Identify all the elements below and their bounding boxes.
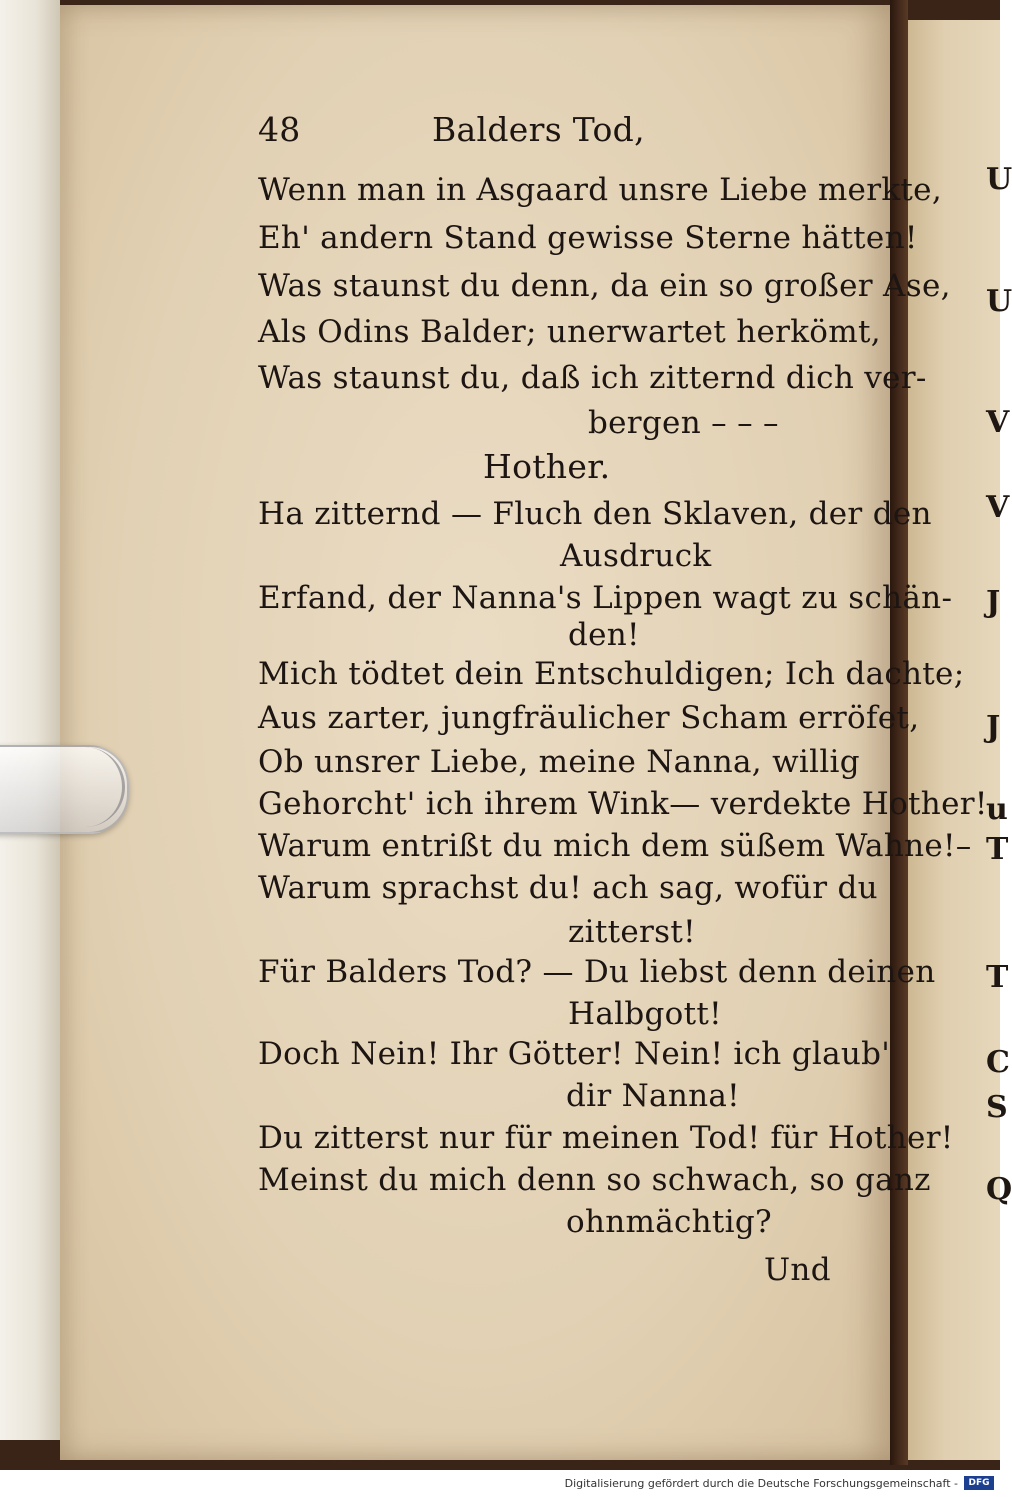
text-line: Meinst du mich denn so schwach, so ganz (258, 1162, 931, 1198)
transparent-page-clip (0, 745, 129, 834)
next-page-fragment: C (986, 1045, 1010, 1080)
text-line: Erfand, der Nanna's Lippen wagt zu schän- (258, 580, 953, 616)
catchword: Und (764, 1252, 831, 1288)
next-page-edge (908, 20, 1012, 1460)
text-line: Doch Nein! Ihr Götter! Nein! ich glaub' (258, 1036, 891, 1072)
text-line: zitterst! (568, 914, 696, 950)
text-line: dir Nanna! (566, 1078, 740, 1114)
funding-credit: Digitalisierung gefördert durch die Deutsche Forschungsgemeinschaft - (564, 1477, 958, 1490)
text-line: Wenn man in Asgaard unsre Liebe merkte, (258, 172, 942, 208)
text-line: Ha zitternd — Fluch den Sklaven, der den (258, 496, 932, 532)
next-page-fragment: J (986, 585, 1001, 620)
next-page-fragment: J (986, 710, 1001, 745)
dfg-logo: DFG (964, 1476, 994, 1490)
next-page-fragment: V (986, 490, 1010, 525)
page-number: 48 (258, 110, 301, 149)
text-line: Halbgott! (568, 996, 722, 1032)
next-page-fragment: Q (986, 1172, 1012, 1207)
next-page-fragment: T (986, 832, 1009, 867)
running-head: Balders Tod, (432, 110, 645, 149)
previous-page-edge (0, 0, 60, 1440)
clip-tab (77, 747, 125, 827)
text-line: Aus zarter, jungfräulicher Scham erröfet, (258, 700, 920, 736)
text-line: Als Odins Balder; unerwartet herkömt, (258, 314, 881, 350)
text-line: ohnmächtig? (566, 1204, 772, 1240)
next-page-fragment: V (986, 405, 1010, 440)
next-page-fragment: S (986, 1090, 1008, 1125)
text-line: Eh' andern Stand gewisse Sterne hätten! (258, 220, 918, 256)
text-line: Für Balders Tod? — Du liebst denn deinen (258, 954, 936, 990)
text-line: Du zitterst nur für meinen Tod! für Hother! (258, 1120, 954, 1156)
text-line: Warum entrißt du mich dem süßem Wahne!– (258, 828, 972, 864)
speaker-name: Hother. (483, 447, 611, 486)
text-line: Was staunst du, daß ich zitternd dich ver- (258, 360, 927, 396)
next-page-fragment: U (986, 162, 1012, 197)
text-line: Was staunst du denn, da ein so großer Ase, (258, 268, 951, 304)
text-line: bergen – – – (588, 405, 779, 441)
next-page-fragment: U (986, 284, 1012, 319)
text-line: den! (568, 617, 640, 653)
text-line: Mich tödtet dein Entschuldigen; Ich dachte; (258, 656, 965, 692)
next-page-fragment: u (986, 792, 1008, 827)
next-page-fragment: T (986, 960, 1009, 995)
text-line: Ausdruck (560, 538, 712, 574)
text-line: Gehorcht' ich ihrem Wink— verdekte Hother! (258, 786, 988, 822)
text-line: Ob unsrer Liebe, meine Nanna, willig (258, 744, 860, 780)
text-line: Warum sprachst du! ach sag, wofür du (258, 870, 878, 906)
